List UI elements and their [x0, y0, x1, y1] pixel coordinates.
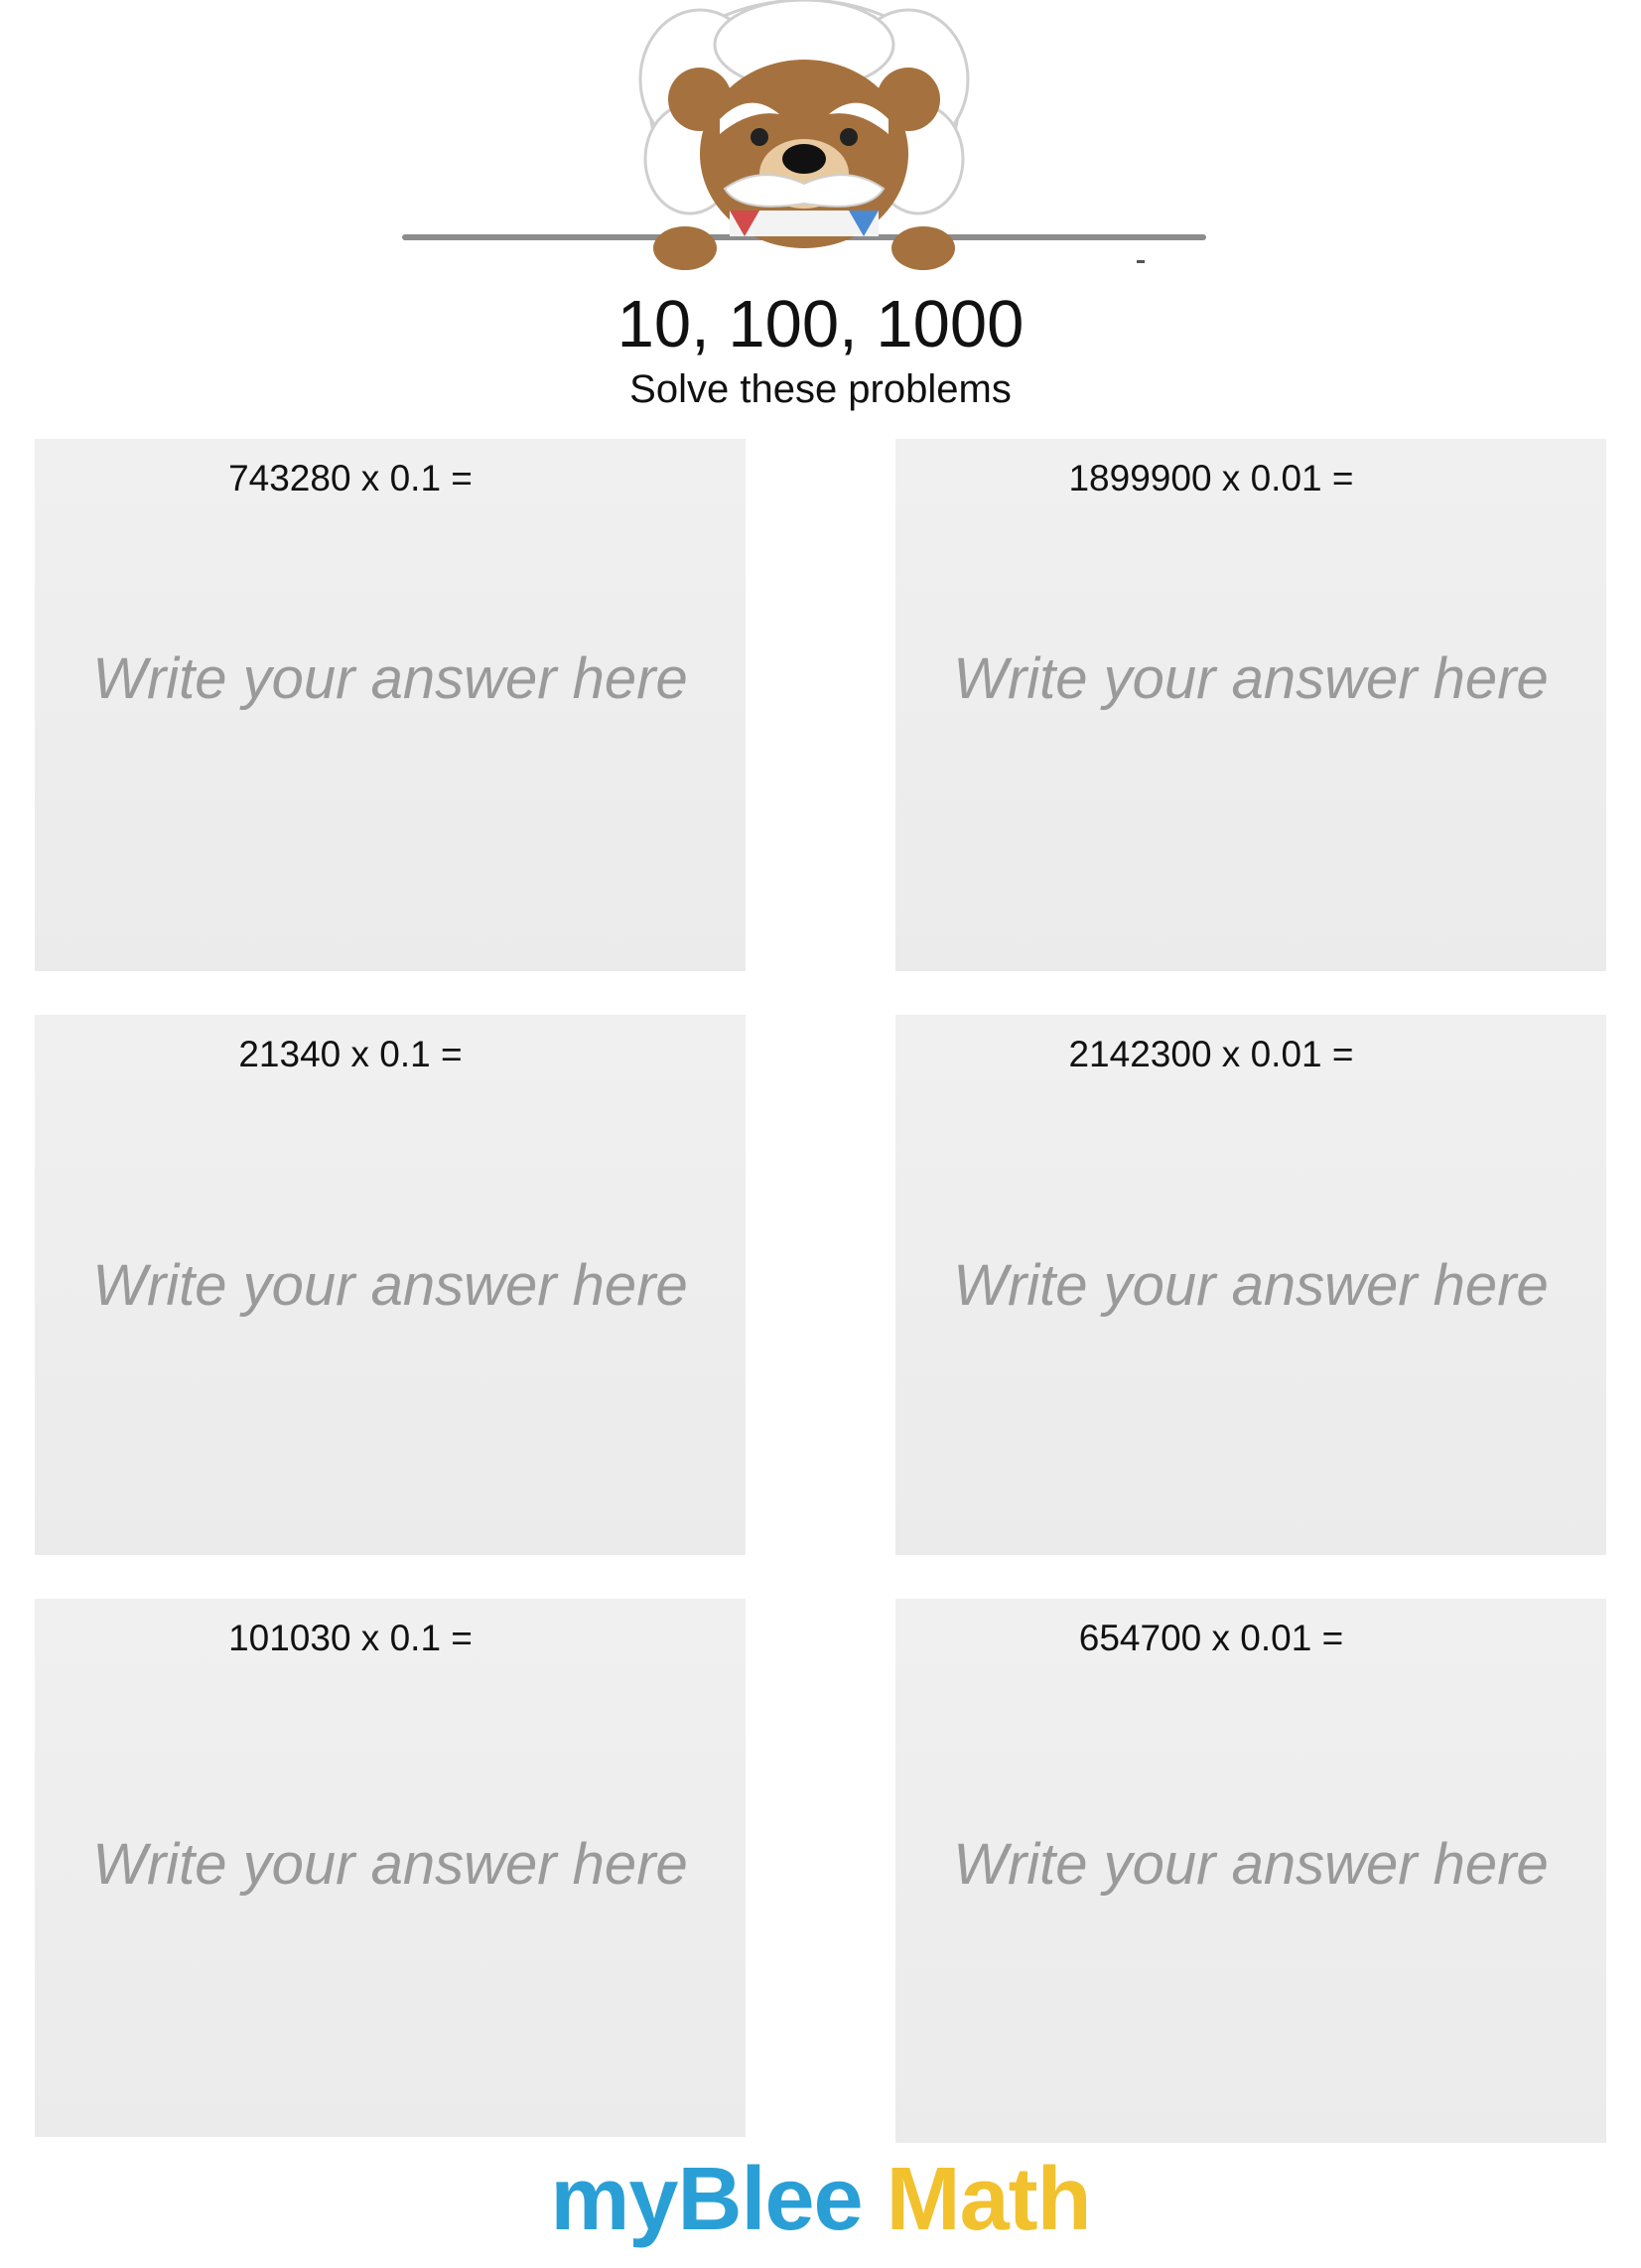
- answer-field[interactable]: Write your answer here: [953, 1832, 1549, 1897]
- bear-mascot-icon: [402, 0, 1206, 273]
- problem-card: [895, 1599, 1606, 2143]
- problem-card: [895, 439, 1606, 971]
- answer-field[interactable]: Write your answer here: [92, 646, 688, 711]
- problem-card: [35, 439, 746, 971]
- logo-text-math: Math: [886, 2150, 1091, 2249]
- logo-text-myblee: myBlee: [550, 2150, 863, 2249]
- problem-expression: 1899900 x 0.01 =: [1068, 458, 1354, 498]
- answer-field[interactable]: Write your answer here: [92, 1832, 688, 1897]
- answer-field[interactable]: Write your answer here: [953, 646, 1549, 711]
- problem-card: [895, 1015, 1606, 1555]
- page-subtitle: Solve these problems: [629, 367, 1012, 411]
- problem-expression: 101030 x 0.1 =: [228, 1618, 473, 1658]
- problem-card: [35, 1015, 746, 1555]
- problem-expression: 743280 x 0.1 =: [228, 458, 473, 498]
- problem-expression: 654700 x 0.01 =: [1078, 1618, 1344, 1658]
- problem-expression: 2142300 x 0.01 =: [1068, 1034, 1354, 1074]
- problem-expression: 21340 x 0.1 =: [238, 1034, 463, 1074]
- problem-card: [35, 1599, 746, 2137]
- answer-field[interactable]: Write your answer here: [92, 1253, 688, 1318]
- page-title: 10, 100, 1000: [616, 287, 1025, 361]
- brand-logo: [0, 2145, 1641, 2254]
- answer-field[interactable]: Write your answer here: [953, 1253, 1549, 1318]
